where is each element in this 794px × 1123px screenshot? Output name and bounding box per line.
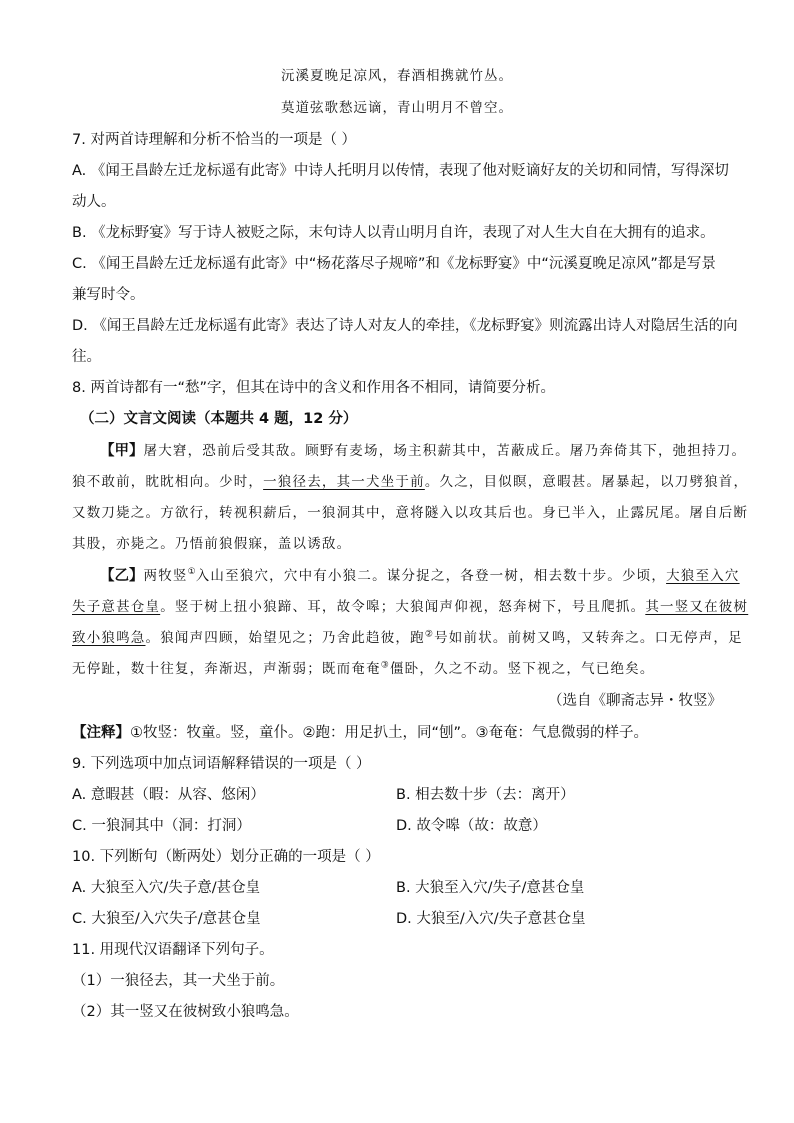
passage-b-line-4: 无停趾，数十往复，奔渐迟，声渐弱；既而奄奄③僵卧，久之不动。竖下视之，气已绝矣。 <box>72 660 655 677</box>
section-2-heading: （二）文言文阅读（本题共 4 题，12 分） <box>80 411 358 427</box>
passage-b-line-3: 致小狼鸣急。狼闻声四顾，始望见之；乃舍此趋彼，跑②号如前状。前树又鸣，又转奔之。口无停声，足 <box>72 629 743 646</box>
question-7-option-c-cont: 兼写时令。 <box>72 287 145 303</box>
passage-a-line-3: 又数刀毙之。方欲行，转视积薪后，一狼洞其中，意将隧入以攻其后也。身已半入，止露尻尾。屠自后断 <box>72 505 749 521</box>
question-10-option-b: B. 大狼至入穴/失子/意甚仓皇 <box>396 880 585 896</box>
passage-source: （选自《聊斋志异・牧竖》 <box>548 693 722 709</box>
footnote-marker-2: ② <box>424 629 435 640</box>
question-9-option-a: A. 意暇甚（暇：从容、悠闲） <box>72 787 265 803</box>
passage-b-label: 【乙】 <box>100 568 144 584</box>
passage-a-line-1: 【甲】屠大窘，恐前后受其敌。顾野有麦场，场主积薪其中，苫蔽成丘。屠乃奔倚其下，弛担持刀。 <box>100 443 747 459</box>
notes-label: 【注释】 <box>72 725 130 741</box>
footnote-marker-3: ③ <box>380 660 390 671</box>
underlined-sentence: 一狼径去，其一犬坐于前 <box>263 474 425 490</box>
question-10-option-d: D. 大狼至/入穴/失子意甚仓皇 <box>396 911 586 927</box>
question-9-option-b: B. 相去数十步（去：离开） <box>396 787 575 803</box>
question-11-sentence-2: （2）其一竖又在彼树致小狼鸣急。 <box>72 1004 299 1020</box>
question-7-option-c: C. 《闻王昌龄左迁龙标遥有此寄》中“杨花落尽子规啼”和《龙标野宴》中“沅溪夏晚足凉风”都是写景 <box>72 256 716 272</box>
passage-b-line-2: 失子意甚仓皇。竖于树上扭小狼蹄、耳，故令嗥；大狼闻声仰视，怒奔树下，号且爬抓。其一竖又在彼树 <box>72 599 749 615</box>
question-7-option-a-cont: 动人。 <box>72 194 116 210</box>
underlined-sentence: 致小狼鸣急 <box>72 630 146 646</box>
question-8-stem: 8. 两首诗都有一“愁”字，但其在诗中的含义和作用各不相同，请简要分析。 <box>72 380 555 396</box>
underlined-sentence: 失子意甚仓皇 <box>72 599 161 615</box>
passage-b-line-1: 【乙】两牧竖①入山至狼穴，穴中有小狼二。谋分捉之，各登一树，相去数十步。少顷，大狼至入穴 <box>100 567 740 584</box>
question-10-option-c: C. 大狼至/入穴失子/意甚仓皇 <box>72 911 261 927</box>
question-7-stem: 7. 对两首诗理解和分析不恰当的一项是（ ） <box>72 132 357 148</box>
passage-a-label: 【甲】 <box>100 443 144 459</box>
question-7-option-d-cont: 往。 <box>72 349 101 365</box>
question-7-option-d: D. 《闻王昌龄左迁龙标遥有此寄》表达了诗人对友人的牵挂，《龙标野宴》则流露出诗人对隐居生活的向 <box>72 318 738 334</box>
question-10-stem: 10. 下列断句（断两处）划分正确的一项是（ ） <box>72 849 380 865</box>
question-9-stem: 9. 下列选项中加点词语解释错误的一项是（ ） <box>72 756 371 772</box>
underlined-sentence: 其一竖又在彼树 <box>645 599 749 615</box>
poem-line-1: 沅溪夏晚足凉风，春酒相携就竹丛。 <box>281 68 513 84</box>
question-9-option-c: C. 一狼洞其中（洞：打洞） <box>72 818 251 834</box>
poem-line-2: 莫道弦歌愁远谪，青山明月不曾空。 <box>281 100 513 116</box>
question-9-option-d: D. 故令嗥（故：故意） <box>396 818 547 834</box>
question-7-option-a: A. 《闻王昌龄左迁龙标遥有此寄》中诗人托明月以传情，表现了他对贬谪好友的关切和同情，写得深切 <box>72 163 729 179</box>
underlined-sentence: 大狼至入穴 <box>666 568 740 584</box>
annotation-notes: 【注释】①牧竖：牧童。竖，童仆。②跑：用足扒土，同“刨”。③奄奄：气息微弱的样子。 <box>72 725 649 741</box>
question-11-stem: 11. 用现代汉语翻译下列句子。 <box>72 942 274 958</box>
question-11-sentence-1: （1）一狼径去，其一犬坐于前。 <box>72 973 285 989</box>
passage-a-line-4: 其股，亦毙之。乃悟前狼假寐，盖以诱敌。 <box>72 536 352 552</box>
passage-a-line-2: 狼不敢前，眈眈相向。少时，一狼径去，其一犬坐于前。久之，目似瞑，意暇甚。屠暴起，以刀劈狼首， <box>72 474 749 490</box>
footnote-marker-1: ① <box>187 567 196 578</box>
question-10-option-a: A. 大狼至入穴/失子意/甚仓皇 <box>72 880 261 896</box>
question-7-option-b: B. 《龙标野宴》写于诗人被贬之际，末句诗人以青山明月自许，表现了对人生大自在大拥有的追求。 <box>72 225 715 241</box>
